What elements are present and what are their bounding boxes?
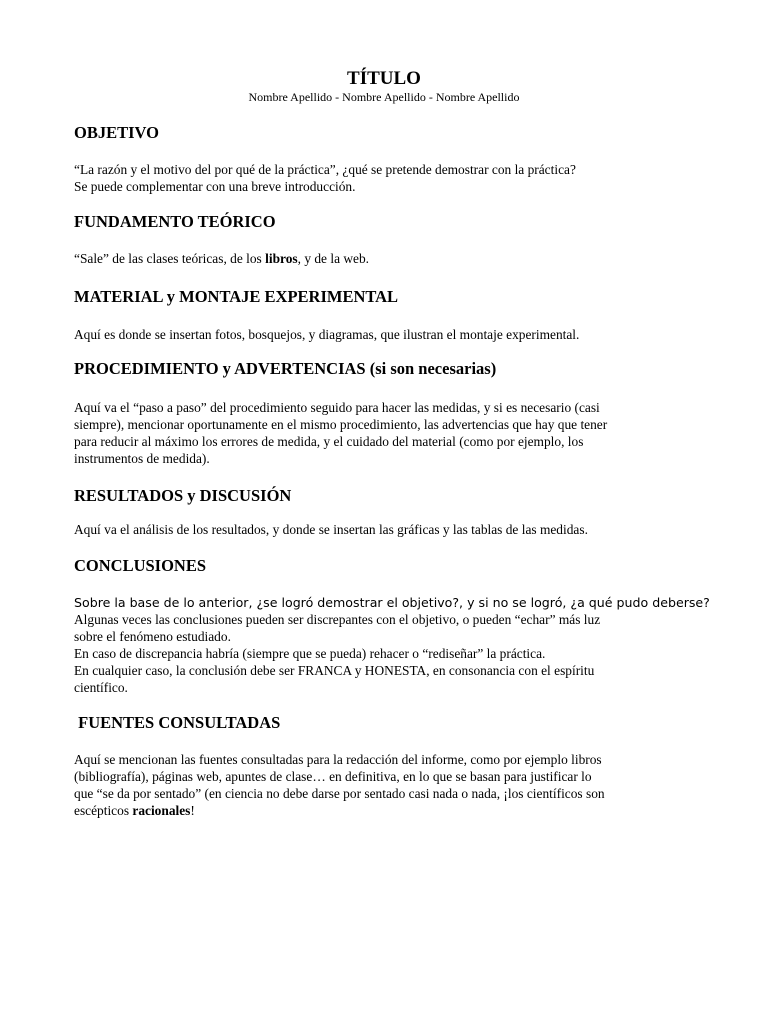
document-authors: Nombre Apellido - Nombre Apellido - Nombre Apellido <box>248 90 520 104</box>
heading-procedimiento: PROCEDIMIENTO y ADVERTENCIAS (si son necesarias) <box>74 359 497 378</box>
fundamento-line-1 <box>74 250 696 267</box>
fuentes-line-4-after: ! <box>190 803 195 818</box>
fundamento-text-bold: libros <box>265 251 298 266</box>
procedimiento-line-3: para reducir al máximo los errores de medida, y el cuidado del material (como por ejemplo, los <box>74 434 584 449</box>
fuentes-line-4-before: escépticos <box>74 803 133 818</box>
paragraph-fuentes-consultadas <box>74 751 696 819</box>
procedimiento-line-2: siempre), mencionar oportunamente en el mismo procedimiento, las advertencias que hay que tener <box>74 417 608 432</box>
paragraph-fundamento-teorico <box>74 250 696 267</box>
procedimiento-line-1: Aquí va el “paso a paso” del procedimiento seguido para hacer las medidas, y si es necesario (casi <box>74 400 600 415</box>
heading-resultados-discusion: RESULTADOS y DISCUSIÓN <box>74 486 292 505</box>
conclusiones-line-4: En caso de discrepancia habría (siempre que se pueda) rehacer o “rediseñar” la práctica. <box>74 646 546 661</box>
heading-material-montaje: MATERIAL y MONTAJE EXPERIMENTAL <box>74 287 399 306</box>
paragraph-material-montaje <box>74 326 696 343</box>
paragraph-objetivo <box>74 161 696 195</box>
fundamento-text-after: , y de la web. <box>297 251 370 266</box>
paragraph-conclusiones <box>74 594 710 696</box>
fuentes-line-2: (bibliografía), páginas web, apuntes de clase… en definitiva, en lo que se basan para justificar lo <box>74 769 592 784</box>
material-line-1: Aquí es donde se insertan fotos, bosquejos, y diagramas, que ilustran el montaje experimental. <box>74 327 580 342</box>
conclusiones-line-5: En cualquier caso, la conclusión debe ser FRANCA y HONESTA, en consonancia con el espíritu <box>74 663 595 678</box>
fuentes-line-4-bold: racionales <box>132 803 191 818</box>
procedimiento-line-4: instrumentos de medida). <box>74 451 210 466</box>
conclusiones-line-6: científico. <box>74 680 128 695</box>
objetivo-line-1: “La razón y el motivo del por qué de la práctica”, ¿qué se pretende demostrar con la práctica? <box>74 162 576 177</box>
fuentes-line-1: Aquí se mencionan las fuentes consultadas para la redacción del informe, como por ejemplo libros <box>74 752 602 767</box>
fuentes-line-4 <box>74 802 696 819</box>
resultados-line-1: Aquí va el análisis de los resultados, y donde se insertan las gráficas y las tablas de las medidas. <box>74 522 588 537</box>
heading-conclusiones: CONCLUSIONES <box>74 556 207 575</box>
conclusiones-line-1: Sobre la base de lo anterior, ¿se logró demostrar el objetivo?, y si no se logró, ¿a qué pudo deberse? <box>74 595 710 610</box>
heading-fundamento-teorico: FUNDAMENTO TEÓRICO <box>74 212 276 231</box>
heading-objetivo: OBJETIVO <box>74 123 159 142</box>
conclusiones-line-3: sobre el fenómeno estudiado. <box>74 629 231 644</box>
heading-fuentes-consultadas: FUENTES CONSULTADAS <box>74 713 281 732</box>
objetivo-line-2: Se puede complementar con una breve introducción. <box>74 179 356 194</box>
fuentes-line-3: que “se da por sentado” (en ciencia no debe darse por sentado casi nada o nada, ¡los científicos son <box>74 786 605 801</box>
conclusiones-line-2: Algunas veces las conclusiones pueden ser discrepantes con el objetivo, o pueden “echar” más luz <box>74 612 601 627</box>
fundamento-text-before: “Sale” de las clases teóricas, de los <box>74 251 266 266</box>
paragraph-procedimiento <box>74 399 696 467</box>
paragraph-resultados-discusion <box>74 521 696 538</box>
document-title: TÍTULO <box>347 68 421 89</box>
